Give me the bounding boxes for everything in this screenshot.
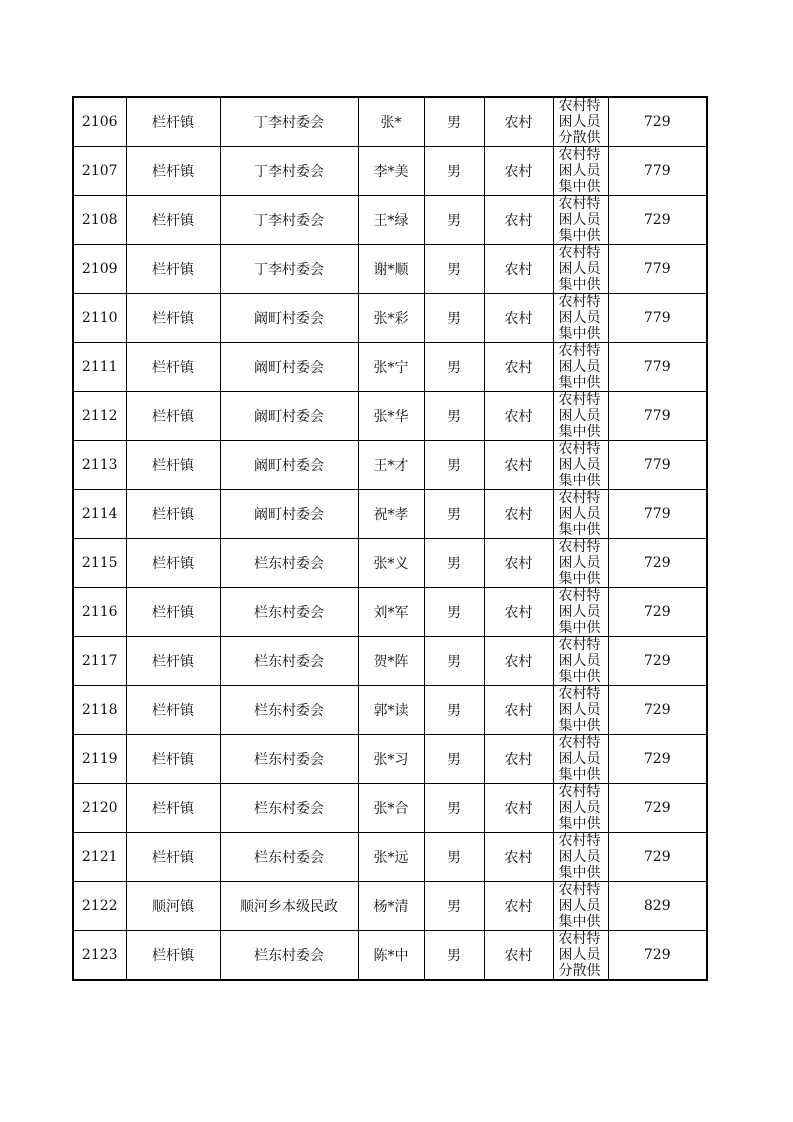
amount-cell: 829	[608, 882, 707, 931]
row-number-cell: 2108	[73, 196, 126, 245]
area-type-cell: 农村	[484, 147, 553, 196]
person-name-cell: 郭*读	[358, 686, 424, 735]
row-number-cell: 2111	[73, 343, 126, 392]
person-name-cell: 王*才	[358, 441, 424, 490]
gender-cell: 男	[424, 490, 484, 539]
amount-cell: 729	[608, 637, 707, 686]
amount-cell: 779	[608, 147, 707, 196]
village-committee-cell: 栏东村委会	[220, 637, 358, 686]
support-type-text: 农村特困人员集中供	[558, 539, 601, 587]
village-committee-cell: 栏东村委会	[220, 931, 358, 981]
town-cell: 栏杆镇	[126, 784, 220, 833]
table-row	[73, 490, 707, 539]
area-type-cell: 农村	[484, 343, 553, 392]
row-number-cell: 2121	[73, 833, 126, 882]
area-type-cell: 农村	[484, 441, 553, 490]
gender-cell: 男	[424, 637, 484, 686]
village-committee-cell: 丁李村委会	[220, 196, 358, 245]
person-name-cell: 杨*清	[358, 882, 424, 931]
support-type-cell	[553, 294, 608, 343]
village-committee-cell: 栏东村委会	[220, 784, 358, 833]
table-row	[73, 147, 707, 196]
amount-cell: 779	[608, 441, 707, 490]
support-type-text: 农村特困人员集中供	[558, 637, 601, 685]
town-cell: 栏杆镇	[126, 441, 220, 490]
gender-cell: 男	[424, 245, 484, 294]
row-number-cell: 2116	[73, 588, 126, 637]
amount-cell: 729	[608, 833, 707, 882]
area-type-cell: 农村	[484, 686, 553, 735]
row-number-cell: 2117	[73, 637, 126, 686]
area-type-cell: 农村	[484, 97, 553, 147]
table-row	[73, 637, 707, 686]
person-name-cell: 陈*中	[358, 931, 424, 981]
row-number-cell: 2123	[73, 931, 126, 981]
gender-cell: 男	[424, 343, 484, 392]
support-type-text: 农村特困人员集中供	[558, 490, 601, 538]
amount-cell: 779	[608, 294, 707, 343]
table-row	[73, 784, 707, 833]
amount-cell: 729	[608, 97, 707, 147]
area-type-cell: 农村	[484, 833, 553, 882]
amount-cell: 729	[608, 588, 707, 637]
village-committee-cell: 丁李村委会	[220, 147, 358, 196]
row-number-cell: 2122	[73, 882, 126, 931]
village-committee-cell: 阚町村委会	[220, 343, 358, 392]
person-name-cell: 贺*阵	[358, 637, 424, 686]
area-type-cell: 农村	[484, 882, 553, 931]
table-row	[73, 441, 707, 490]
table-row	[73, 833, 707, 882]
area-type-cell: 农村	[484, 637, 553, 686]
row-number-cell: 2112	[73, 392, 126, 441]
amount-cell: 729	[608, 539, 707, 588]
support-type-cell	[553, 784, 608, 833]
town-cell: 栏杆镇	[126, 392, 220, 441]
support-type-text: 农村特困人员集中供	[558, 882, 601, 930]
person-name-cell: 李*美	[358, 147, 424, 196]
town-cell: 栏杆镇	[126, 97, 220, 147]
gender-cell: 男	[424, 392, 484, 441]
support-type-cell	[553, 588, 608, 637]
village-committee-cell: 栏东村委会	[220, 686, 358, 735]
town-cell: 栏杆镇	[126, 490, 220, 539]
person-name-cell: 张*	[358, 97, 424, 147]
support-type-cell	[553, 147, 608, 196]
row-number-cell: 2120	[73, 784, 126, 833]
village-committee-cell: 阚町村委会	[220, 294, 358, 343]
table-row	[73, 735, 707, 784]
row-number-cell: 2115	[73, 539, 126, 588]
village-committee-cell: 阚町村委会	[220, 441, 358, 490]
amount-cell: 729	[608, 784, 707, 833]
row-number-cell: 2110	[73, 294, 126, 343]
support-type-text: 农村特困人员分散供	[558, 98, 601, 146]
gender-cell: 男	[424, 147, 484, 196]
support-type-cell	[553, 441, 608, 490]
town-cell: 栏杆镇	[126, 539, 220, 588]
person-name-cell: 刘*军	[358, 588, 424, 637]
person-name-cell: 谢*顺	[358, 245, 424, 294]
support-type-text: 农村特困人员集中供	[558, 686, 601, 734]
town-cell: 栏杆镇	[126, 686, 220, 735]
support-type-cell	[553, 539, 608, 588]
support-type-cell	[553, 882, 608, 931]
amount-cell: 729	[608, 735, 707, 784]
person-name-cell: 祝*孝	[358, 490, 424, 539]
row-number-cell: 2114	[73, 490, 126, 539]
support-type-cell	[553, 97, 608, 147]
table-row	[73, 686, 707, 735]
village-committee-cell: 栏东村委会	[220, 539, 358, 588]
support-type-cell	[553, 490, 608, 539]
area-type-cell: 农村	[484, 735, 553, 784]
table-row	[73, 588, 707, 637]
table-row	[73, 931, 707, 981]
person-name-cell: 王*绿	[358, 196, 424, 245]
person-name-cell: 张*义	[358, 539, 424, 588]
person-name-cell: 张*宁	[358, 343, 424, 392]
support-type-text: 农村特困人员集中供	[558, 147, 601, 195]
support-type-cell	[553, 343, 608, 392]
support-type-text: 农村特困人员集中供	[558, 784, 601, 832]
table-body	[73, 97, 707, 980]
table-row	[73, 882, 707, 931]
support-type-cell	[553, 196, 608, 245]
amount-cell: 779	[608, 245, 707, 294]
town-cell: 栏杆镇	[126, 833, 220, 882]
area-type-cell: 农村	[484, 196, 553, 245]
gender-cell: 男	[424, 588, 484, 637]
support-type-text: 农村特困人员分散供	[558, 931, 601, 979]
row-number-cell: 2109	[73, 245, 126, 294]
support-type-cell	[553, 686, 608, 735]
gender-cell: 男	[424, 833, 484, 882]
town-cell: 栏杆镇	[126, 147, 220, 196]
town-cell: 顺河镇	[126, 882, 220, 931]
area-type-cell: 农村	[484, 392, 553, 441]
gender-cell: 男	[424, 294, 484, 343]
area-type-cell: 农村	[484, 539, 553, 588]
area-type-cell: 农村	[484, 784, 553, 833]
area-type-cell: 农村	[484, 931, 553, 981]
person-name-cell: 张*习	[358, 735, 424, 784]
village-committee-cell: 顺河乡本级民政	[220, 882, 358, 931]
person-name-cell: 张*华	[358, 392, 424, 441]
gender-cell: 男	[424, 931, 484, 981]
data-table	[72, 96, 708, 981]
town-cell: 栏杆镇	[126, 588, 220, 637]
town-cell: 栏杆镇	[126, 637, 220, 686]
village-committee-cell: 丁李村委会	[220, 245, 358, 294]
row-number-cell: 2107	[73, 147, 126, 196]
town-cell: 栏杆镇	[126, 294, 220, 343]
support-type-cell	[553, 637, 608, 686]
support-type-text: 农村特困人员集中供	[558, 343, 601, 391]
table-row	[73, 196, 707, 245]
village-committee-cell: 栏东村委会	[220, 735, 358, 784]
support-type-text: 农村特困人员集中供	[558, 588, 601, 636]
town-cell: 栏杆镇	[126, 245, 220, 294]
amount-cell: 729	[608, 196, 707, 245]
area-type-cell: 农村	[484, 245, 553, 294]
support-type-cell	[553, 245, 608, 294]
row-number-cell: 2113	[73, 441, 126, 490]
village-committee-cell: 丁李村委会	[220, 97, 358, 147]
row-number-cell: 2106	[73, 97, 126, 147]
amount-cell: 779	[608, 343, 707, 392]
gender-cell: 男	[424, 97, 484, 147]
gender-cell: 男	[424, 735, 484, 784]
gender-cell: 男	[424, 882, 484, 931]
table-row	[73, 343, 707, 392]
table-row	[73, 97, 707, 147]
support-type-cell	[553, 833, 608, 882]
village-committee-cell: 阚町村委会	[220, 392, 358, 441]
person-name-cell: 张*远	[358, 833, 424, 882]
area-type-cell: 农村	[484, 490, 553, 539]
area-type-cell: 农村	[484, 588, 553, 637]
support-type-text: 农村特困人员集中供	[558, 392, 601, 440]
village-committee-cell: 栏东村委会	[220, 588, 358, 637]
support-type-text: 农村特困人员集中供	[558, 441, 601, 489]
table-row	[73, 539, 707, 588]
table-row	[73, 294, 707, 343]
person-name-cell: 张*合	[358, 784, 424, 833]
gender-cell: 男	[424, 539, 484, 588]
gender-cell: 男	[424, 686, 484, 735]
amount-cell: 729	[608, 686, 707, 735]
support-type-text: 农村特困人员集中供	[558, 196, 601, 244]
person-name-cell: 张*彩	[358, 294, 424, 343]
town-cell: 栏杆镇	[126, 931, 220, 981]
support-type-cell	[553, 392, 608, 441]
town-cell: 栏杆镇	[126, 735, 220, 784]
amount-cell: 779	[608, 490, 707, 539]
town-cell: 栏杆镇	[126, 343, 220, 392]
amount-cell: 779	[608, 392, 707, 441]
gender-cell: 男	[424, 784, 484, 833]
support-type-text: 农村特困人员集中供	[558, 245, 601, 293]
support-type-text: 农村特困人员集中供	[558, 833, 601, 881]
area-type-cell: 农村	[484, 294, 553, 343]
support-type-cell	[553, 735, 608, 784]
town-cell: 栏杆镇	[126, 196, 220, 245]
village-committee-cell: 栏东村委会	[220, 833, 358, 882]
row-number-cell: 2118	[73, 686, 126, 735]
support-type-cell	[553, 931, 608, 981]
table-row	[73, 392, 707, 441]
support-type-text: 农村特困人员集中供	[558, 735, 601, 783]
row-number-cell: 2119	[73, 735, 126, 784]
gender-cell: 男	[424, 441, 484, 490]
gender-cell: 男	[424, 196, 484, 245]
amount-cell: 729	[608, 931, 707, 981]
support-type-text: 农村特困人员集中供	[558, 294, 601, 342]
village-committee-cell: 阚町村委会	[220, 490, 358, 539]
table-row	[73, 245, 707, 294]
